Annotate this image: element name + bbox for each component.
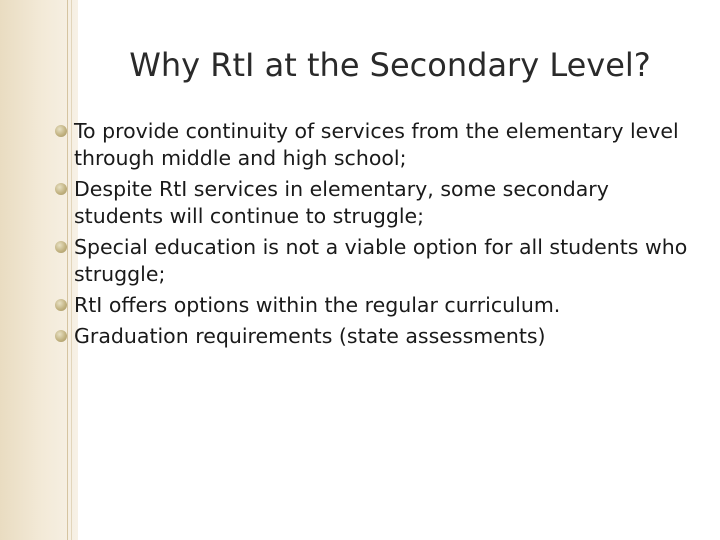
bullet-item (55, 234, 695, 288)
slide-title: Why RtI at the Secondary Level? (129, 46, 651, 84)
bullet-icon (55, 241, 67, 253)
bullet-text: RtI offers options within the regular curriculum. (74, 293, 561, 317)
bullet-list (55, 118, 695, 354)
bullet-text: Despite RtI services in elementary, some secondary students will continue to struggle; (74, 177, 609, 228)
bullet-text: Special education is not a viable option for all students who struggle; (74, 235, 688, 286)
bullet-icon (55, 299, 67, 311)
bullet-item (55, 323, 695, 350)
bullet-item (55, 292, 695, 319)
bullet-text: To provide continuity of services from the elementary level through middle and high school; (74, 119, 679, 170)
bullet-item (55, 118, 695, 172)
bullet-icon (55, 125, 67, 137)
bullet-text: Graduation requirements (state assessments) (74, 324, 546, 348)
bullet-icon (55, 330, 67, 342)
bullet-icon (55, 183, 67, 195)
bullet-item (55, 176, 695, 230)
